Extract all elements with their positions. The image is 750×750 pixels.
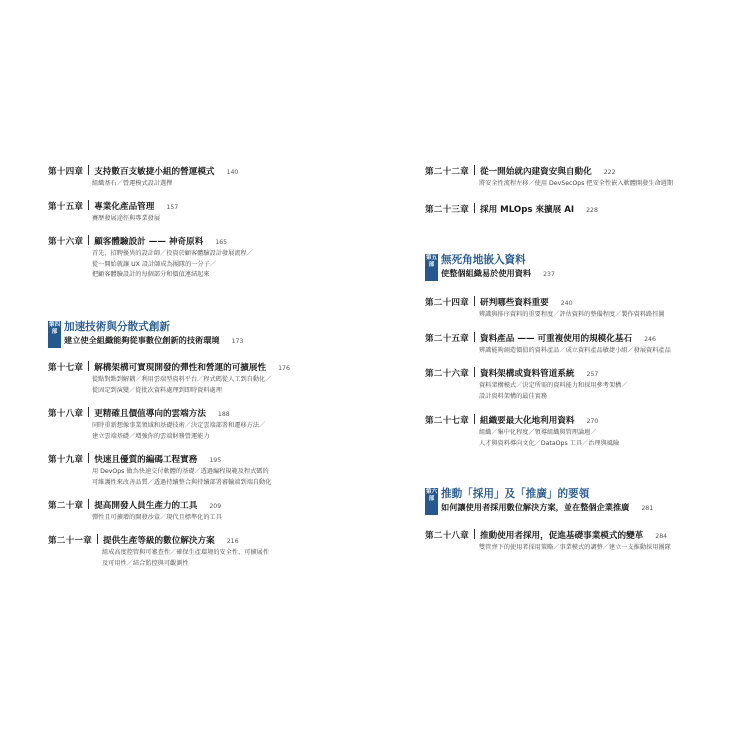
description-line: 從點對點到解耦／利用雲端型資料平台／程式碼從人工到自動化／ [92, 376, 272, 383]
divider [97, 534, 98, 544]
page-number: 270 [586, 418, 599, 425]
description-line: 資料架構模式／決定所需的資料能力和採用參考架構／ [479, 382, 628, 389]
page-number: 188 [217, 411, 230, 418]
chapter-22[interactable] [425, 164, 725, 190]
page-number: 237 [543, 271, 555, 278]
chapter-24[interactable] [425, 295, 725, 321]
chapter-description [92, 214, 348, 225]
divider [88, 235, 89, 245]
chapter-title: 研判哪些資料重要 [479, 298, 549, 308]
page-number: 173 [231, 338, 244, 345]
chapter-14[interactable] [48, 164, 348, 190]
description-line: 建立雲端基礎／增強你的雲端財務營運能力 [92, 432, 210, 440]
chapter-title: 組織要最大化地利用資料 [479, 416, 575, 426]
divider [474, 165, 475, 175]
divider [474, 203, 475, 213]
chapter-26[interactable] [425, 366, 725, 402]
part-4-header[interactable] [48, 321, 348, 351]
page-number: 195 [209, 457, 222, 464]
description-line: 組織／集中化程度／領導組織與管理論壇／ [479, 429, 597, 436]
chapter-description [92, 375, 348, 396]
chapter-number: 第二十一章 [48, 536, 92, 546]
description-line: 賽歷發展途徑與專業發展 [92, 215, 161, 222]
chapter-number: 第二十章 [48, 501, 84, 511]
divider [474, 296, 475, 306]
description-line: 人才與資料導向文化／DataOps 工具／治理與風險 [479, 439, 620, 447]
part-title: 推動「採用」及「推廣」的要領 [441, 488, 590, 500]
page-number: 157 [166, 204, 179, 211]
page-number: 165 [215, 239, 228, 246]
chapter-21[interactable] [48, 533, 348, 569]
chapter-number: 第二十五章 [425, 334, 469, 344]
chapter-description [479, 381, 725, 402]
divider [474, 414, 475, 424]
description-line: 組織基石／營運模式設計選擇 [92, 180, 173, 187]
part-title: 無死角地嵌入資料 [441, 254, 526, 266]
chapter-number: 第二十二章 [425, 167, 469, 177]
part-subtitle [64, 335, 243, 346]
chapter-number: 第二十六章 [425, 369, 469, 379]
chapter-25[interactable] [425, 331, 725, 357]
chapter-title: 專業化產品管理 [94, 202, 155, 212]
description-line: 從固定到演變／從批次資料處理到即時資料處理 [92, 386, 222, 394]
chapter-description [479, 346, 725, 357]
description-line: 同時重新想像事業領域和基礎技術／決定雲端部署和遷移方法／ [92, 422, 266, 429]
chapter-description [102, 548, 348, 569]
chapter-27[interactable] [425, 413, 725, 449]
chapter-17[interactable] [48, 360, 348, 396]
description-line: 把顧客體驗設計的每個部分和價值連結起來 [92, 271, 210, 278]
chapter-title: 快速且優質的編碼工程實務 [94, 455, 198, 465]
chapter-title: 從一開始就內建資安與自動化 [479, 167, 592, 177]
chapter-title: 提供生產等級的數位解決方案 [102, 536, 215, 546]
chapter-description [92, 249, 348, 281]
page-number: 281 [641, 505, 654, 512]
chapter-description [92, 467, 348, 488]
chapter-title: 解構架構可實現開發的彈性和營運的可擴展性 [94, 363, 267, 373]
divider [474, 332, 475, 342]
part-6-header[interactable] [425, 488, 725, 518]
page-number: 222 [603, 169, 616, 176]
page-number: 284 [655, 533, 668, 540]
description-line: 辨識與排序資料的重要程度／評估資料的整備程度／製作資料路徑圖 [479, 311, 665, 318]
chapter-description [479, 179, 725, 190]
description-line: 將安全性流程左移／使用 DevSecOps 把安全性嵌入軟體開發生命週期 [479, 180, 674, 187]
divider [88, 499, 89, 509]
part-subtitle-text: 如何讓使用者採用數位解決方案，並在整個企業推廣 [441, 502, 630, 512]
chapter-20[interactable] [48, 498, 348, 524]
chapter-description [92, 179, 348, 190]
chapter-number: 第二十四章 [425, 298, 469, 308]
description-line: 從一開始就讓 UX 設計師成為團隊的一分子／ [92, 260, 217, 268]
chapter-description [479, 428, 725, 449]
divider [88, 165, 89, 175]
chapter-description [92, 421, 348, 442]
chapter-number: 第十四章 [48, 167, 84, 177]
chapter-description [479, 310, 725, 321]
description-line: 雙管齊下的使用者採用策略／事業模式的調整／建立一支推動採用團隊 [479, 544, 671, 551]
chapter-title: 顧客體驗設計 —— 神奇原料 [94, 237, 204, 247]
divider [474, 367, 475, 377]
description-line: 可維護性來改善品質／透過持續整合與持續部署審輸端到端自動化 [92, 478, 272, 486]
chapter-23[interactable] [425, 202, 725, 215]
divider [88, 453, 89, 463]
chapter-18[interactable] [48, 406, 348, 442]
part-title: 加速技術與分散式創新 [64, 321, 170, 333]
chapter-number: 第十五章 [48, 202, 84, 212]
chapter-title: 更精確且價值導向的雲端方法 [94, 409, 206, 419]
page-number: 257 [586, 371, 599, 378]
chapter-title: 推動使用者採用，促進基礎事業模式的變革 [479, 531, 644, 541]
chapter-description [479, 543, 725, 554]
divider [88, 200, 89, 210]
part-subtitle [441, 268, 555, 279]
page-number: 228 [586, 207, 598, 214]
part-subtitle [441, 502, 653, 513]
page-number: 246 [644, 336, 656, 343]
page-number: 209 [209, 503, 222, 510]
chapter-title: 支持數百支敏捷小組的營運模式 [94, 167, 215, 177]
part-subtitle-text: 建立使全組織能夠從事數位創新的技術環境 [64, 335, 220, 345]
chapter-number: 第十六章 [48, 237, 84, 247]
chapter-15[interactable] [48, 199, 348, 225]
divider [474, 529, 475, 539]
chapter-title: 提高開發人員生產力的工具 [94, 501, 198, 511]
part-badge: 第六部 [425, 488, 438, 515]
chapter-number: 第十七章 [48, 363, 84, 373]
description-line: 彈性且可擴增的開發沙盒／現代且標準化的工具 [92, 514, 222, 521]
chapter-description [92, 513, 348, 524]
description-line: 首先，招聘優異的設計師／投資於顧客體驗設計發展流程／ [92, 250, 253, 257]
divider [88, 361, 89, 371]
part-5-header[interactable] [425, 254, 725, 284]
page-number: 140 [226, 169, 239, 176]
chapter-number: 第十八章 [48, 409, 84, 419]
page-number: 240 [560, 300, 573, 307]
page-number: 216 [226, 538, 239, 545]
description-line: 組成高度控管與可審查性／確保生產環境的安全性、可擴展性 [102, 549, 270, 556]
part-badge: 第五部 [425, 254, 438, 281]
chapter-16[interactable] [48, 234, 348, 281]
description-line: 用 DevOps 做為快速交付軟體的基礎／透過編程規範及程式碼的 [92, 468, 269, 475]
chapter-title: 資料產品 —— 可重複使用的規模化基石 [479, 334, 633, 344]
divider [88, 407, 89, 417]
description-line: 設計資料架構的最佳實務 [479, 392, 548, 400]
chapter-number: 第二十八章 [425, 531, 469, 541]
chapter-19[interactable] [48, 452, 348, 488]
chapter-number: 第二十三章 [425, 205, 469, 215]
description-line: 及可用性／結合監控與可觀測性 [102, 559, 189, 567]
chapter-title: 採用 MLOps 來擴展 AI [479, 205, 575, 215]
description-line: 辨識能夠創造價值的資料產品／成立資料產品敏捷小組／發展資料產品 [479, 347, 671, 354]
chapter-28[interactable] [425, 528, 725, 554]
chapter-title: 資料架構或資料管道系統 [479, 369, 575, 379]
part-subtitle-text: 使整個組織易於使用資料 [441, 268, 532, 278]
chapter-number: 第二十七章 [425, 416, 469, 426]
page-number: 176 [278, 365, 290, 372]
part-badge: 第四部 [48, 321, 61, 348]
chapter-number: 第十九章 [48, 455, 84, 465]
